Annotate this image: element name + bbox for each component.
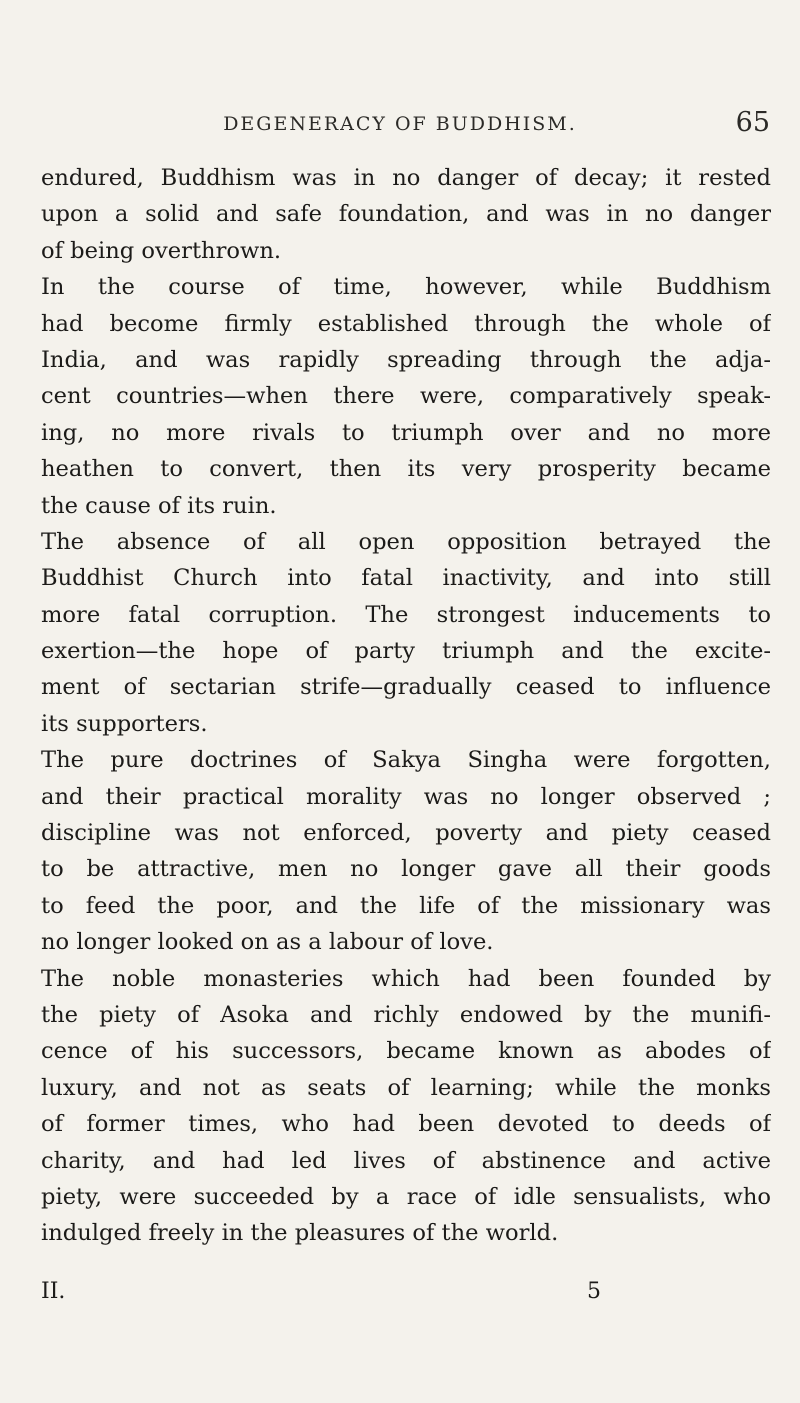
running-title: DEGENERACY OF BUDDHISM. xyxy=(223,113,577,135)
text-line: to be attractive, men no longer gave all their goods xyxy=(41,856,771,883)
signature-mark: II. xyxy=(41,1279,66,1304)
text-line: of being overthrown. xyxy=(41,237,282,264)
text-line: heathen to convert, then its very prosperity became xyxy=(41,456,771,483)
text-line: charity, and had led lives of abstinence and active xyxy=(41,1147,771,1174)
body-text xyxy=(41,160,771,1252)
text-line: luxury, and not as seats of learning; while the monks xyxy=(41,1074,771,1101)
text-line: piety, were succeeded by a race of idle sensualists, who xyxy=(41,1183,771,1210)
text-line: cent countries—when there were, comparatively speak- xyxy=(41,383,771,410)
text-line: India, and was rapidly spreading through the adja- xyxy=(41,346,771,373)
text-line: The absence of all open opposition betrayed the xyxy=(41,528,771,555)
text-line: ment of sectarian strife—gradually ceased to influence xyxy=(41,674,771,701)
text-line: and their practical morality was no longer observed ; xyxy=(41,783,771,810)
text-line: no longer looked on as a labour of love. xyxy=(41,929,494,956)
text-line: had become firmly established through the whole of xyxy=(41,310,771,337)
text-line: to feed the poor, and the life of the missionary was xyxy=(41,892,771,919)
page-footer xyxy=(41,1276,601,1308)
text-line: The noble monasteries which had been founded by xyxy=(41,965,771,992)
text-line: ing, no more rivals to triumph over and no more xyxy=(41,419,771,446)
text-line: exertion—the hope of party triumph and the excite- xyxy=(41,638,771,665)
text-line: upon a solid and safe foundation, and was in no danger xyxy=(41,201,771,228)
text-line: In the course of time, however, while Buddhism xyxy=(41,274,771,301)
text-line: Buddhist Church into fatal inactivity, and into still xyxy=(41,565,771,592)
page-number: 65 xyxy=(735,107,770,138)
text-line: the piety of Asoka and richly endowed by the munifi- xyxy=(41,1001,771,1028)
text-line: endured, Buddhism was in no danger of decay; it rested xyxy=(41,165,771,191)
text-line: discipline was not enforced, poverty and piety ceased xyxy=(41,820,771,847)
text-line: its supporters. xyxy=(41,710,208,737)
running-head xyxy=(30,107,770,149)
text-line: of former times, who had been devoted to deeds of xyxy=(41,1111,771,1138)
text-line: the cause of its ruin. xyxy=(41,492,277,519)
text-line: more fatal corruption. The strongest inducements to xyxy=(41,601,771,628)
sheet-number: 5 xyxy=(587,1279,601,1304)
text-line: indulged freely in the pleasures of the world. xyxy=(41,1220,559,1247)
text-line: cence of his successors, became known as abodes of xyxy=(41,1038,771,1065)
text-line: The pure doctrines of Sakya Singha were forgotten, xyxy=(41,747,771,774)
